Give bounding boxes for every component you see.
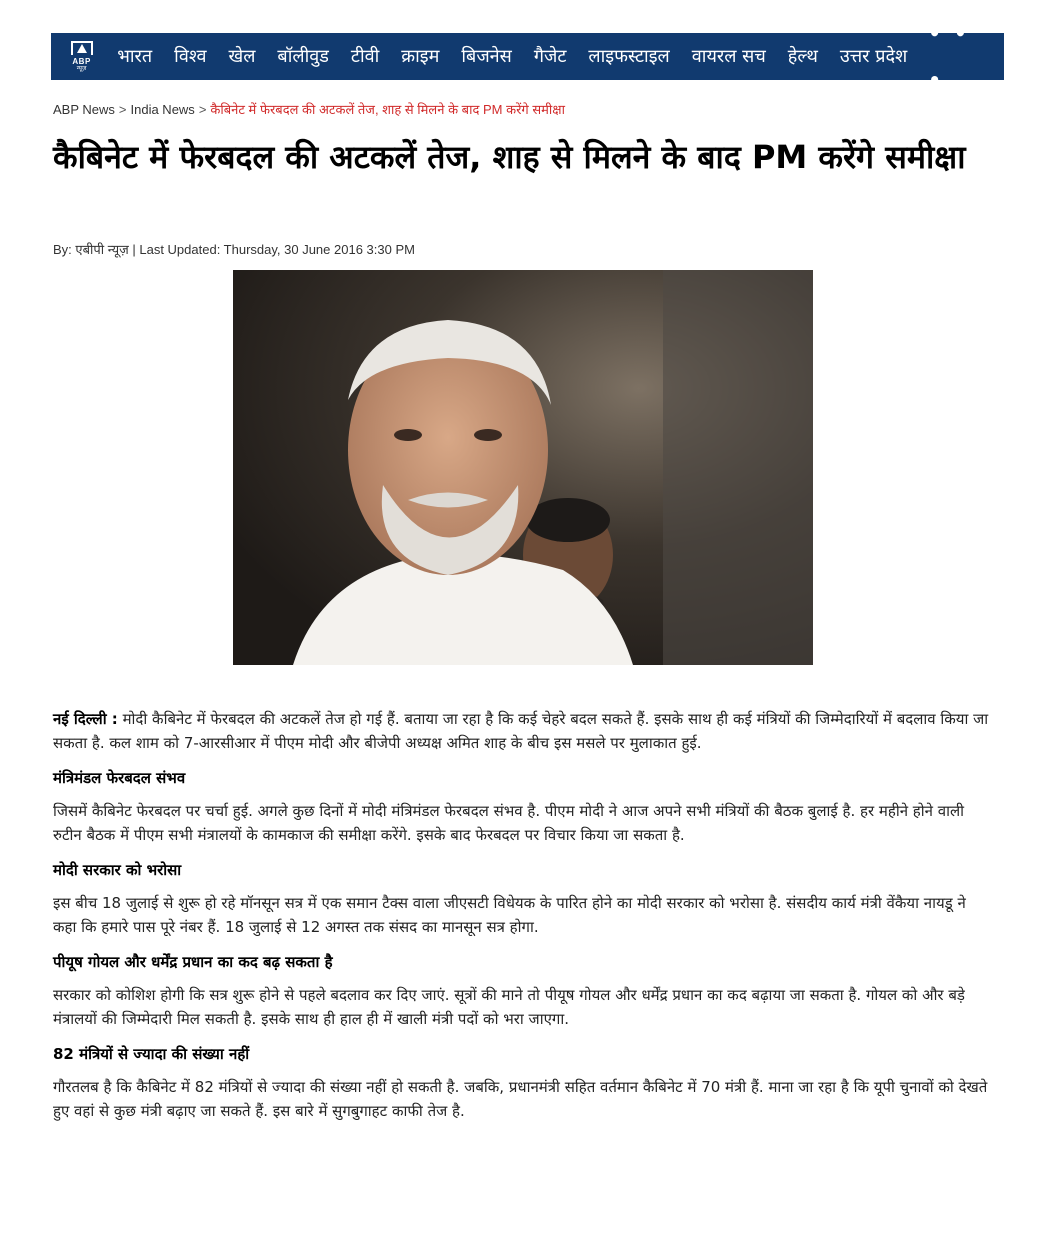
section-heading: 82 मंत्रियों से ज्यादा की संख्या नहीं xyxy=(53,1045,250,1063)
article-hero-image xyxy=(233,270,813,665)
article-intro-text: मोदी कैबिनेट में फेरबदल की अटकलें तेज हो गई हैं. बताया जा रहा है कि कई चेहरे बदल सकते हैं. इसके साथ ही कई मंत्रियों की जिम्मेदारियों में बदलाव किया जा सकता है. कल शाम को 7-आरसीआर में पीएम मोदी और बीजेपी अध्यक्ष अमित शाह के बीच इस मसले पर मुलाकात हुई. xyxy=(53,710,989,752)
logo-mark-icon xyxy=(71,41,93,55)
nav-item-tv[interactable]: टीवी xyxy=(350,46,380,67)
breadcrumb xyxy=(53,100,565,118)
breadcrumb-section-link[interactable]: India News xyxy=(130,102,195,117)
section-paragraph: जिसमें कैबिनेट फेरबदल पर चर्चा हुई. अगले कुछ दिनों में मोदी मंत्रिमंडल फेरबदल संभव है. पीएम मोदी ने आज अपने सभी मंत्रियों की बैठक बुलाई है. हर महीने होने वाली रुटीन बैठक में पीएम सभी मंत्रालयों के कामकाज की समीक्षा करेंगे. इसके बाद फेरबदल पर विचार किया जा सकता है. xyxy=(53,802,965,844)
hero-photo-placeholder-icon xyxy=(233,270,813,665)
section-paragraph: गौरतलब है कि कैबिनेट में 82 मंत्रियों से ज्यादा की संख्या नहीं हो सकती है. जबकि, प्रधानमंत्री सहित वर्तमान कैबिनेट में 70 मंत्री हैं. माना जा रहा है कि यूपी चुनावों को देखते हुए वहां से कुछ मंत्री बढ़ाए जा सकते हैं. इस बारे में सुगबुगाहट काफी तेज है. xyxy=(53,1078,988,1120)
logo-subtext: न्यूज़ xyxy=(76,65,87,72)
logo-text: ABP xyxy=(72,57,91,66)
section-paragraph: इस बीच 18 जुलाई से शुरू हो रहे मॉनसून सत्र में एक समान टैक्स वाला जीएसटी विधेयक के पारित होने का मोदी सरकार को भरोसा है. संसदीय कार्य मंत्री वेंकैया नायडू ने कहा कि हमारे पास पूरे नंबर हैं. 18 जुलाई से 12 अगस्त तक संसद का मानसून सत्र होगा. xyxy=(53,894,966,936)
breadcrumb-separator: > xyxy=(118,102,127,117)
nav-item-lifestyle[interactable]: लाइफस्टाइल xyxy=(588,46,670,67)
article-dateline: नई दिल्ली : xyxy=(53,710,118,728)
nav-item-vishwa[interactable]: विश्व xyxy=(174,46,207,67)
abp-news-logo[interactable] xyxy=(65,40,98,74)
nav-item-viral-sach[interactable]: वायरल सच xyxy=(691,46,766,67)
breadcrumb-home-link[interactable]: ABP News xyxy=(53,102,115,117)
nav-item-bollywood[interactable]: बॉलीवुड xyxy=(277,46,329,67)
section-heading: मंत्रिमंडल फेरबदल संभव xyxy=(53,769,186,787)
article-body xyxy=(53,707,993,1135)
top-navbar xyxy=(51,20,1004,92)
nav-item-business[interactable]: बिजनेस xyxy=(461,46,512,67)
article-byline: By: एबीपी न्यूज़ | Last Updated: Thursday, 30 June 2016 3:30 PM xyxy=(53,242,415,257)
section-paragraph: सरकार को कोशिश होगी कि सत्र शुरू होने से पहले बदलाव कर दिए जाएं. सूत्रों की माने तो पीयूष गोयल और धर्मेंद्र प्रधान का कद बढ़ाया जा सकता है. गोयल को और बड़े मंत्रालयों की जिम्मेदारी मिल सकती है. इसके साथ ही हाल ही में खाली मंत्री पदों को भरा जाएगा. xyxy=(53,986,965,1028)
nav-item-uttar-pradesh[interactable]: उत्तर प्रदेश xyxy=(839,46,908,67)
section-heading: पीयूष गोयल और धर्मेंद्र प्रधान का कद बढ़ सकता है xyxy=(53,953,333,971)
more-menu-icon[interactable]: • • • xyxy=(928,20,970,92)
breadcrumb-current: कैबिनेट में फेरबदल की अटकलें तेज, शाह से मिलने के बाद PM करेंगे समीक्षा xyxy=(210,102,565,117)
section-heading: मोदी सरकार को भरोसा xyxy=(53,861,182,879)
nav-item-bharat[interactable]: भारत xyxy=(117,46,153,67)
nav-item-khel[interactable]: खेल xyxy=(228,46,256,67)
article-intro-paragraph xyxy=(53,707,993,755)
nav-item-crime[interactable]: क्राइम xyxy=(401,46,440,67)
article-headline: कैबिनेट में फेरबदल की अटकलें तेज, शाह से मिलने के बाद PM करेंगे समीक्षा xyxy=(53,138,966,176)
nav-item-health[interactable]: हेल्थ xyxy=(787,46,818,67)
breadcrumb-separator: > xyxy=(198,102,207,117)
nav-item-gadget[interactable]: गैजेट xyxy=(533,46,567,67)
